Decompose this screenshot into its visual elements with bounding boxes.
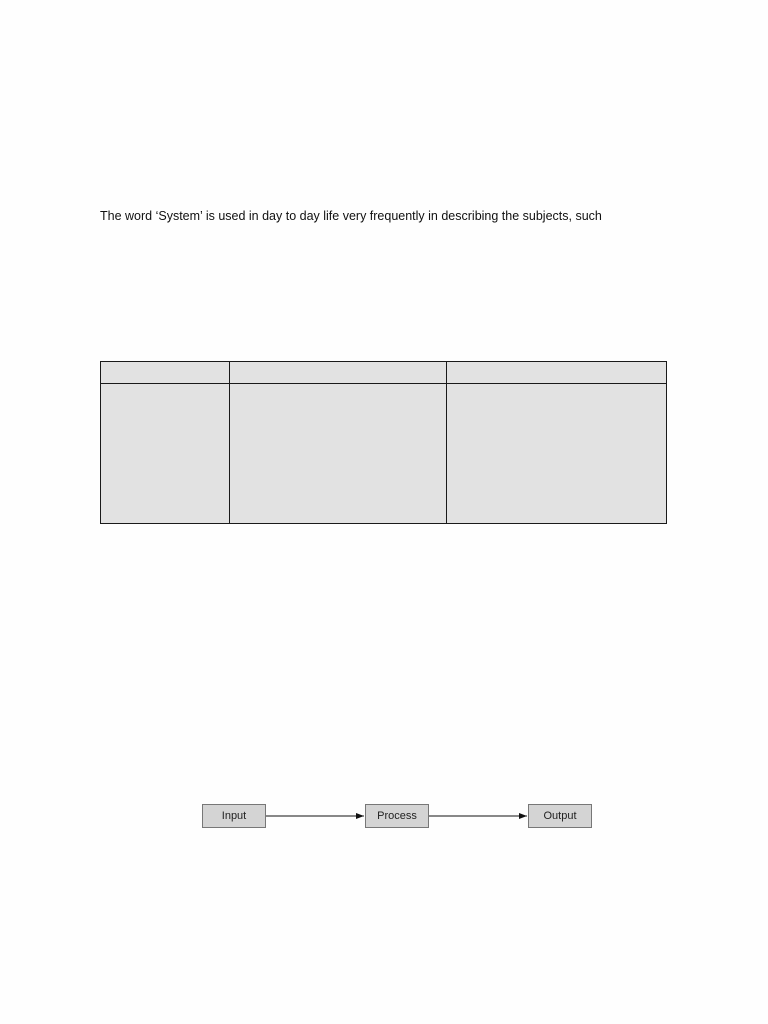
table-header-cell <box>447 362 667 384</box>
table-cell <box>447 384 667 524</box>
input-label: Input <box>221 810 247 822</box>
table-cell <box>230 384 447 524</box>
table-header-cell <box>101 362 230 384</box>
output-label: Output <box>543 810 577 822</box>
table-row <box>101 384 667 524</box>
table-header-row <box>101 362 667 384</box>
process-label: Process <box>377 810 417 822</box>
data-table <box>100 361 667 524</box>
input-box <box>202 804 266 828</box>
table-cell <box>101 384 230 524</box>
table-header-cell <box>230 362 447 384</box>
intro-paragraph: The word ‘System’ is used in day to day life very frequently in describing the subjects, such <box>100 209 602 223</box>
output-box <box>528 804 592 828</box>
process-box <box>365 804 429 828</box>
